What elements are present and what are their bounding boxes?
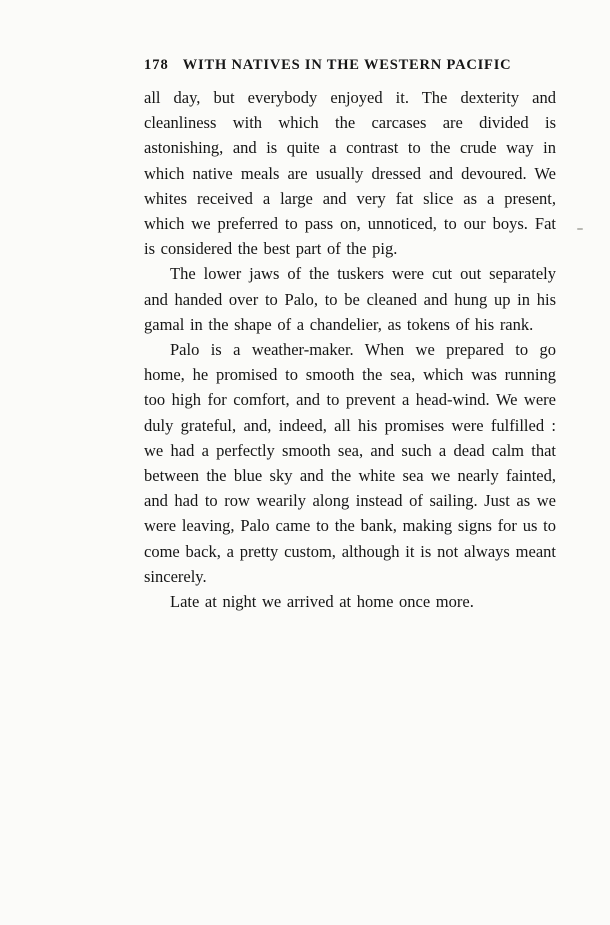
paragraph: all day, but everybody enjoyed it. The dexterity and cleanliness with which the carcases are divided is astonishing, and is quite a contrast to the crude way in which native meals are usually dressed and devoured. We whites received a large and very fat slice as a present, which we preferred to pass on, unnoticed, to our boys. Fat is considered the best part of the pig. xyxy=(144,88,556,259)
running-header xyxy=(144,57,556,74)
paragraph: Late at night we arrived at home once more. xyxy=(170,592,474,612)
paragraph: Palo is a weather-maker. When we prepared to go home, he promised to smooth the sea, which was running too high for comfort, and to prevent a head-wind. We were duly grateful, and, indeed, all his promises were fulfilled : we had a perfectly smooth sea, and such a dead calm that between the blue sky and the white sea we nearly fainted, and had to row wearily along instead of sailing. Just as we were leaving, Palo came to the bank, making signs for us to come back, a pretty custom, although it is not always meant sincerely. xyxy=(144,340,556,586)
page-body xyxy=(144,85,556,614)
paragraph: The lower jaws of the tuskers were cut out separately and handed over to Palo, to be cleaned and hung up in his gamal in the shape of a chandelier, as tokens of his rank. xyxy=(144,264,556,334)
page-number: 178 xyxy=(144,57,169,73)
running-title: WITH NATIVES IN THE WESTERN PACIFIC xyxy=(182,57,512,73)
book-page xyxy=(144,57,556,614)
scan-artifact-mark xyxy=(577,228,583,230)
